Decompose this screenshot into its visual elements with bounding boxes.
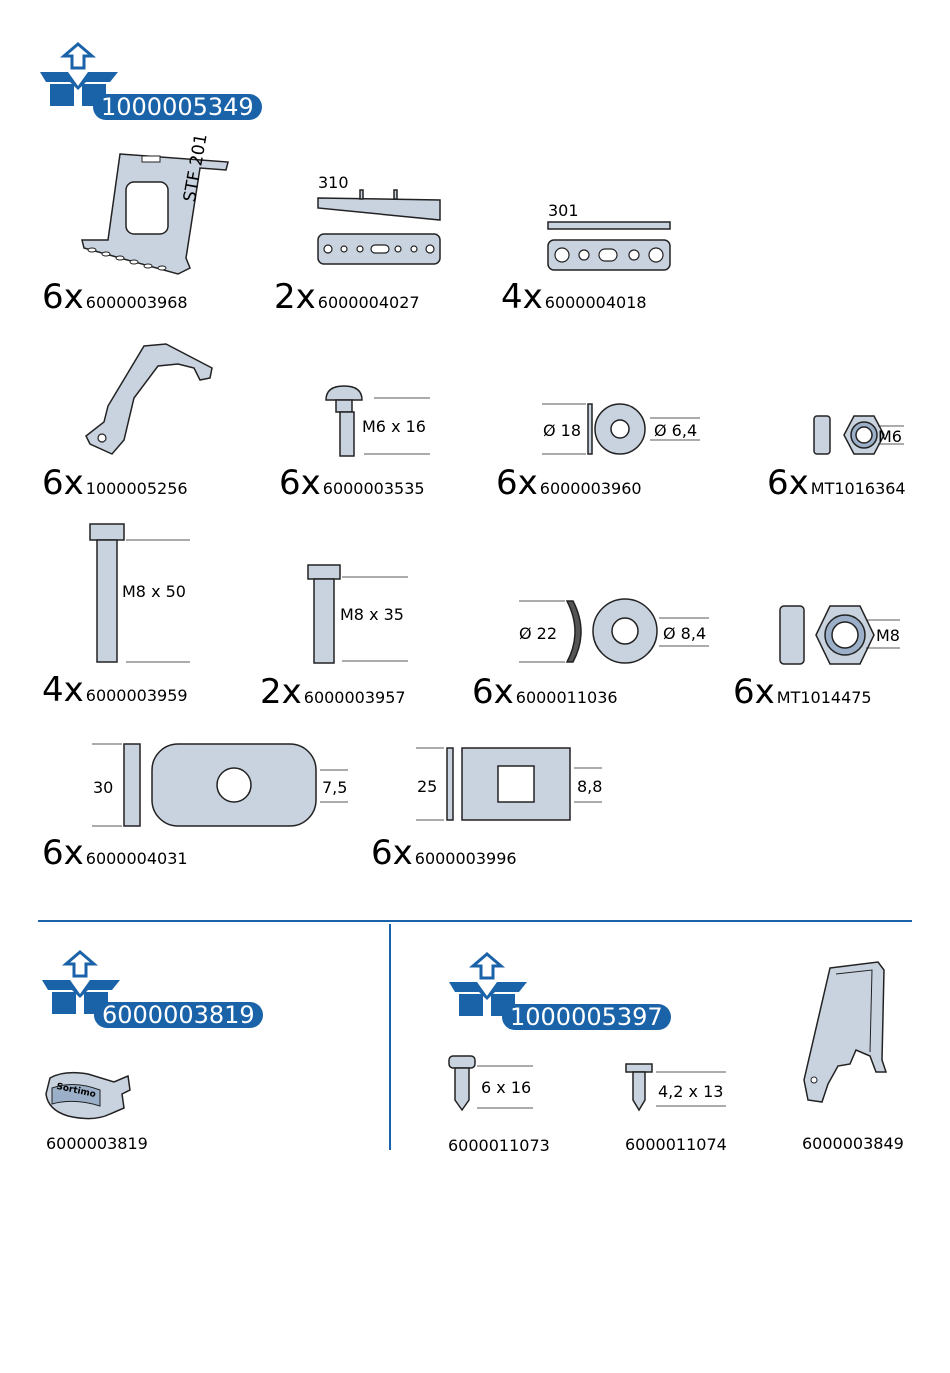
item-qty: 6x <box>42 833 84 873</box>
part-size-label: M8 x 50 <box>122 582 186 601</box>
item-qty-line <box>501 277 647 320</box>
strap-bracket-drawing <box>82 342 216 458</box>
item-qty: 6x <box>496 463 538 503</box>
item-qty: 6x <box>472 672 514 712</box>
item-code: 6000003957 <box>303 688 406 707</box>
item-code: MT1016364 <box>810 479 906 498</box>
section-divider <box>38 920 912 922</box>
item-code: 6000004027 <box>317 293 420 312</box>
part-size-label: M6 x 16 <box>362 417 426 436</box>
item-qty: 4x <box>42 670 84 710</box>
outer-diameter-label: Ø 18 <box>543 421 582 440</box>
hole-label: 8,8 <box>577 777 603 796</box>
part-size-label: 4,2 x 13 <box>658 1082 724 1101</box>
clip-brand-label: Sortimo <box>55 1081 97 1101</box>
kit-id-badge: 6000003819 <box>94 1002 263 1028</box>
item-qty: 6x <box>733 672 775 712</box>
thread-label: M6 <box>878 427 902 446</box>
item-qty-line <box>274 277 420 320</box>
item-qty: 2x <box>274 277 316 317</box>
rail-301-drawing <box>546 220 676 276</box>
item-qty: 2x <box>260 672 302 712</box>
kit-id-badge: 1000005349 <box>93 94 262 120</box>
item-qty-line <box>733 672 872 715</box>
item-qty: 4x <box>501 277 543 317</box>
item-qty-line <box>767 463 906 506</box>
item-qty-line <box>371 833 517 876</box>
inner-diameter-label: Ø 8,4 <box>663 624 707 643</box>
item-code: 6000003535 <box>322 479 425 498</box>
item-code: 6000011036 <box>515 688 618 707</box>
item-code: 6000003959 <box>85 686 188 705</box>
item-qty-line <box>42 277 188 320</box>
item-code: 6000004018 <box>544 293 647 312</box>
item-qty-line <box>42 670 188 713</box>
item-qty: 6x <box>279 463 321 503</box>
inner-diameter-label: Ø 6,4 <box>654 421 698 440</box>
item-code: 6000003996 <box>414 849 517 868</box>
width-label: 30 <box>93 778 114 797</box>
part-length-label: 301 <box>548 201 579 220</box>
kit-id-badge: 1000005397 <box>502 1004 671 1030</box>
item-qty: 6x <box>371 833 413 873</box>
item-qty-line <box>42 833 188 876</box>
thread-label: M8 <box>876 626 900 645</box>
item-code: 6000003819 <box>46 1134 148 1153</box>
item-qty-line <box>279 463 425 506</box>
part-size-label: 6 x 16 <box>481 1078 532 1097</box>
item-code: 6000003849 <box>802 1134 904 1153</box>
outer-diameter-label: Ø 22 <box>519 624 558 643</box>
item-qty: 6x <box>767 463 809 503</box>
hoop-bracket-drawing <box>800 960 892 1106</box>
item-qty-line <box>472 672 618 715</box>
bracket-stf201-drawing <box>78 148 238 278</box>
item-code: 6000003960 <box>539 479 642 498</box>
item-qty-line <box>496 463 642 506</box>
part-label: STF 201 <box>180 132 212 204</box>
part-size-label: M8 x 35 <box>340 605 404 624</box>
item-qty-line <box>260 672 406 715</box>
rail-310-drawing <box>316 188 446 270</box>
item-qty-line <box>42 463 188 506</box>
item-code: 1000005256 <box>85 479 188 498</box>
item-code: 6000004031 <box>85 849 188 868</box>
item-code: MT1014475 <box>776 688 872 707</box>
item-code: 6000011074 <box>625 1135 727 1154</box>
width-label: 25 <box>417 777 438 796</box>
item-code: 6000011073 <box>448 1136 550 1155</box>
part-length-label: 310 <box>318 173 349 192</box>
item-code: 6000003968 <box>85 293 188 312</box>
hole-label: 7,5 <box>322 778 348 797</box>
column-divider <box>389 924 391 1150</box>
item-qty: 6x <box>42 277 84 317</box>
round-plate-drawing <box>90 742 352 830</box>
item-qty: 6x <box>42 463 84 503</box>
